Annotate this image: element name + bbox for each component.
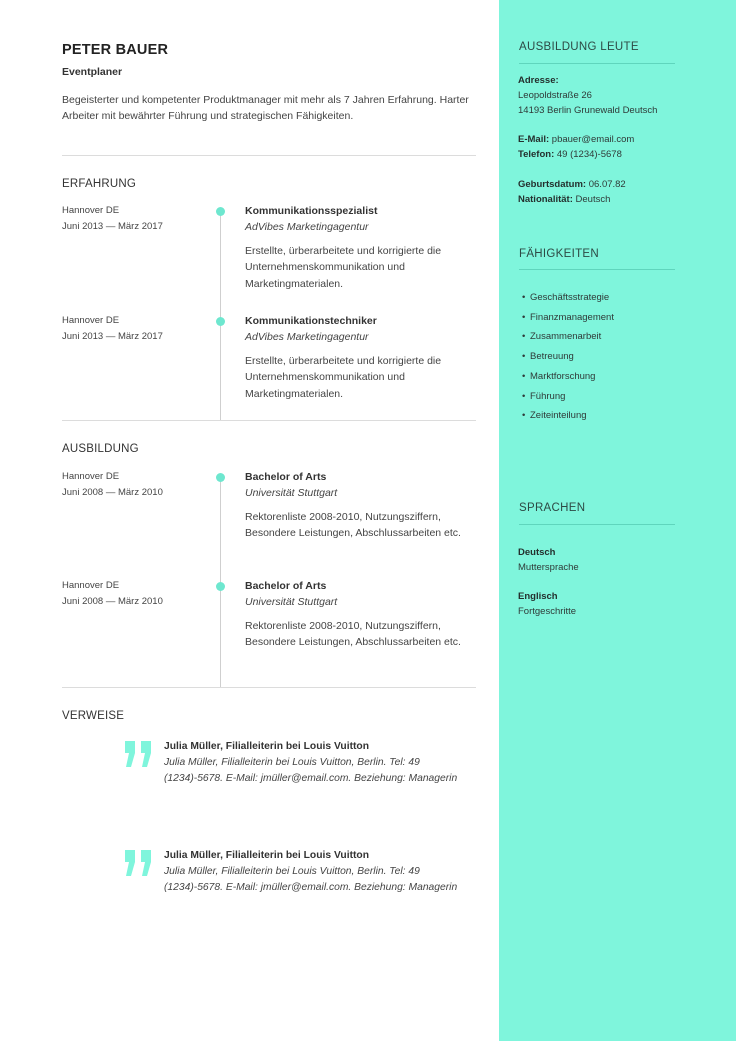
address-label: Adresse: [518, 75, 559, 86]
entry-organization: Universität Stuttgart [245, 596, 338, 608]
entry-title: Kommunikationstechniker [245, 315, 377, 327]
entry-organization: AdVibes Marketingagentur [245, 221, 369, 233]
reference-name: Julia Müller, Filialleiterin bei Louis Vuitton [164, 741, 370, 752]
language-level: Muttersprache [518, 562, 579, 573]
sidebar [499, 0, 736, 1041]
timeline-dot [216, 473, 225, 482]
entry-description: Erstellte, ürberarbeitete und korrigierte die Unternehmenskommunikation und Marketingmaterialen. [245, 355, 442, 400]
bullet-icon: • [522, 391, 526, 402]
divider [62, 687, 476, 688]
skill-item: • Zeiteinteilung [522, 410, 587, 421]
entry-location: Hannover DE [62, 580, 120, 591]
entry-organization: Universität Stuttgart [245, 487, 338, 499]
skills-heading: FÄHIGKEITEN [519, 248, 599, 260]
bullet-icon: • [522, 351, 526, 362]
experience-timeline [220, 210, 221, 420]
entry-dates: Juni 2008 — März 2010 [62, 487, 163, 498]
reference-name: Julia Müller, Filialleiterin bei Louis Vuitton [164, 850, 370, 861]
entry-title: Bachelor of Arts [245, 580, 327, 592]
phone-line: Telefon: 49 (1234)-5678 [518, 149, 622, 160]
entry-title: Bachelor of Arts [245, 471, 327, 483]
skill-item: • Geschäftsstrategie [522, 292, 610, 303]
birthdate-value: 06.07.82 [588, 179, 626, 190]
language-name: Englisch [518, 591, 558, 602]
job-title: Eventplaner [62, 66, 123, 78]
language-name: Deutsch [518, 547, 556, 558]
entry-location: Hannover DE [62, 315, 120, 326]
skill-item: • Finanzmanagement [522, 312, 614, 323]
reference-details: Julia Müller, Filialleiterin bei Louis Vuitton, Berlin. Tel: 49 (1234)-5678. E-Mail: jmüller@email.com. Beziehung: Managerin [164, 866, 458, 894]
skill-item: • Betreuung [522, 351, 574, 362]
timeline-dot [216, 207, 225, 216]
references-heading: VERWEISE [62, 710, 125, 722]
birthdate-line: Geburtsdatum: 06.07.82 [518, 179, 626, 190]
bullet-icon: • [522, 292, 526, 303]
entry-description: Erstellte, ürberarbeitete und korrigierte die Unternehmenskommunikation und Marketingmaterialen. [245, 245, 442, 290]
languages-heading: SPRACHEN [519, 502, 586, 514]
sidebar-divider [519, 63, 675, 64]
education-heading: AUSBILDUNG [62, 443, 139, 455]
phone-value: 49 (1234)-5678 [556, 149, 622, 160]
divider [62, 420, 476, 421]
bullet-icon: • [522, 410, 526, 421]
reference-details: Julia Müller, Filialleiterin bei Louis Vuitton, Berlin. Tel: 49 (1234)-5678. E-Mail: jmüller@email.com. Beziehung: Managerin [164, 757, 458, 785]
bullet-icon: • [522, 371, 526, 382]
nationality-value: Deutsch [575, 194, 611, 205]
quote-icon [122, 846, 156, 880]
person-name: PETER BAUER [62, 42, 169, 58]
profile-summary: Begeisterter und kompetenter Produktmanager mit mehr als 7 Jahren Erfahrung. Harter Arbeiter mit bewährter Führung und strategischen Fähigkeiten. [62, 94, 469, 123]
email-line: E-Mail: pbauer@email.com [518, 134, 635, 145]
entry-location: Hannover DE [62, 471, 120, 482]
entry-description: Rektorenliste 2008-2010, Nutzungsziffern, Besondere Leistungen, Abschlussarbeiten etc. [245, 511, 461, 540]
entry-organization: AdVibes Marketingagentur [245, 331, 369, 343]
bullet-icon: • [522, 312, 526, 323]
timeline-dot [216, 582, 225, 591]
experience-heading: ERFAHRUNG [62, 178, 137, 190]
entry-location: Hannover DE [62, 205, 120, 216]
quote-icon [122, 737, 156, 771]
divider [62, 155, 476, 156]
entry-title: Kommunikationsspezialist [245, 205, 378, 217]
skill-item: • Zusammenarbeit [522, 331, 602, 342]
sidebar-divider [519, 524, 675, 525]
nationality-line: Nationalität: Deutsch [518, 194, 611, 205]
language-level: Fortgeschritte [518, 606, 577, 617]
entry-dates: Juni 2013 — März 2017 [62, 331, 163, 342]
timeline-dot [216, 317, 225, 326]
bullet-icon: • [522, 331, 526, 342]
entry-dates: Juni 2013 — März 2017 [62, 221, 163, 232]
entry-dates: Juni 2008 — März 2010 [62, 596, 163, 607]
entry-description: Rektorenliste 2008-2010, Nutzungsziffern, Besondere Leistungen, Abschlussarbeiten etc. [245, 620, 461, 649]
sidebar-divider [519, 269, 675, 270]
skill-item: • Führung [522, 391, 566, 402]
address-line-1: Leopoldstraße 26 [518, 90, 592, 101]
email-value: pbauer@email.com [551, 134, 635, 145]
skill-item: • Marktforschung [522, 371, 596, 382]
address-line-2: 14193 Berlin Grunewald Deutsch [518, 105, 658, 116]
contact-heading: AUSBILDUNG LEUTE [519, 41, 639, 53]
